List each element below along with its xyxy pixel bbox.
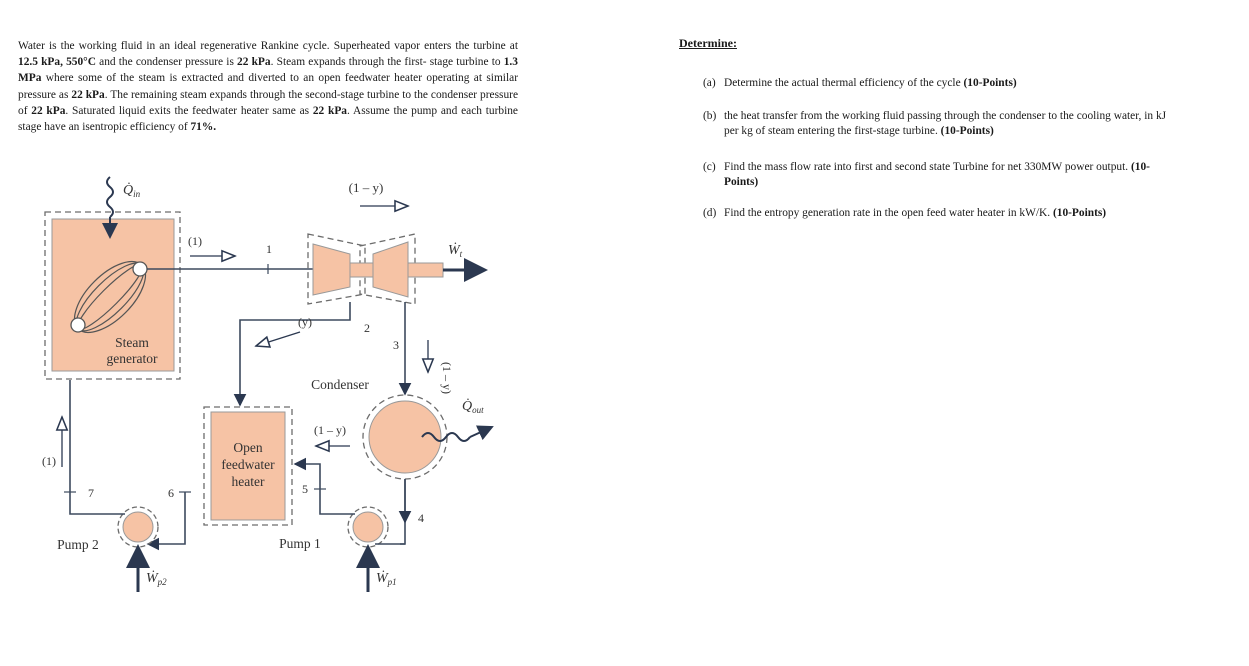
steam-generator-label-1: Steam [115,335,149,350]
state-3-label: 3 [393,338,399,352]
problem-value: 12.5 kPa, 550°C [18,56,96,69]
state-4-label: 4 [418,511,424,525]
problem-value: 71%. [190,121,217,134]
problem-value: 1.3 MPa [18,56,518,85]
flow-1my-right-label: (1 – y) [440,362,454,394]
turbine [308,234,443,304]
steam-generator [45,212,180,379]
determine-section [679,36,1199,219]
q-in-label: $Q̇_{in}$ [123,183,141,199]
problem-text: . Saturated liquid exits the feedwater heater same as [65,104,313,117]
question-a [703,76,1183,91]
pump-1-label: Pump 1 [279,536,321,551]
steam-generator-label-2: generator [106,351,158,366]
question-c-text: Find the mass flow rate into first and second state Turbine for net 330MW power output. [724,161,1131,173]
state-6-label: 6 [168,486,174,500]
flow-1-top-label: (1) [188,234,202,248]
question-b-label: (b) [703,110,717,122]
open-feedwater-heater [204,407,292,525]
w-t-label: Ẇ$_t$ [448,243,463,259]
ofwh-label-1: Open [233,440,263,455]
problem-text: . Steam expands through the first- stage turbine to [270,56,504,69]
problem-value: 22 kPa [31,104,66,117]
question-c [703,160,1183,189]
problem-text: where some of the steam is extracted and diverted to an open feedwater heater operating at similar pressure as [18,72,518,101]
problem-statement [18,38,518,135]
ofwh-label-3: heater [231,474,265,489]
problem-value: 22 kPa [71,88,105,101]
question-b-text: the heat transfer from the working fluid passing through the condenser to the cooling water, in kJ per kg of steam entering the first-stage turbine. [724,110,1167,137]
w-p2-label: Ẇ$_{p2}$ [146,571,167,587]
question-a-points: (10-Points) [963,77,1017,89]
question-b [703,109,1183,138]
question-b-points: (10-Points) [940,124,994,137]
question-d-points: (10-Points) [1052,207,1107,219]
problem-text: Water is the working fluid in an ideal regenerative Rankine cycle. Superheated vapor enters the turbine at [18,40,518,52]
question-a-text: Determine the actual thermal efficiency of the cycle [724,77,964,89]
determine-title: Determine: [679,36,737,50]
cycle-schematic [30,162,500,602]
heat-in-wave [107,177,113,217]
rankine-cycle-diagram [30,162,500,607]
problem-text: and the condenser pressure is [95,56,238,69]
problem-value: 22 kPa [237,56,271,69]
flow-1my-top-label: (1 – y) [348,180,384,195]
w-p1-label: Ẇ$_{p1}$ [376,571,397,587]
problem-text: . The remaining steam expands through the second-stage turbine to the condenser pressure of [18,88,518,117]
q-out-label: $Q̇_{out}$ [462,399,484,415]
state-1-label: 1 [266,242,272,256]
condenser-label: Condenser [311,377,369,392]
question-c-label: (c) [703,161,716,173]
pump-2-label: Pump 2 [57,537,99,552]
question-d [703,206,1183,221]
flow-1my-heater-label: (1 – y) [314,423,346,437]
state-7-label: 7 [88,486,94,500]
question-d-label: (d) [703,207,717,219]
problem-text: . Assume the pump and each turbine stage have an isentropic efficiency of [18,104,518,134]
question-d-text: Find the entropy generation rate in the open feed water heater in kW/K. [724,207,1053,219]
question-a-label: (a) [703,77,716,89]
state-2-label: 2 [364,321,370,335]
question-c-points: (10-Points) [724,161,1150,188]
state-5-label: 5 [302,482,308,496]
flow-1-left-label: (1) [42,454,56,468]
flow-y-label: (y) [298,315,312,329]
problem-value: 22 kPa [312,104,347,117]
ofwh-label-2: feedwater [221,457,275,472]
